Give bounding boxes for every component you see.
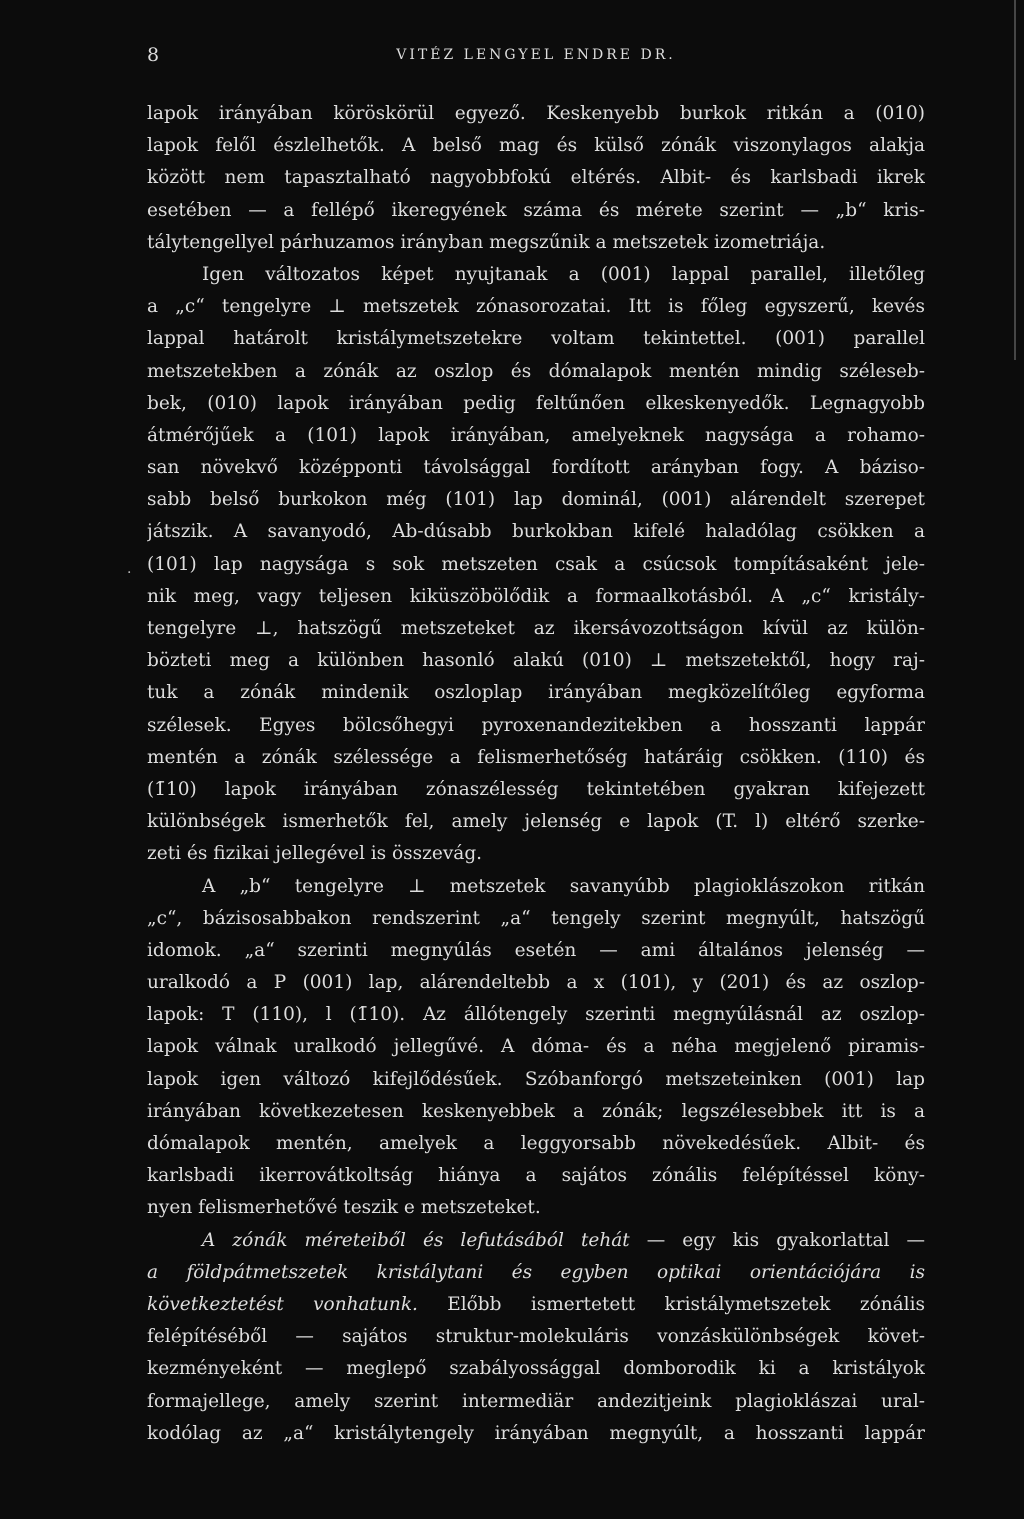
text-line: játszik. A savanyodó, Ab-dúsabb burkokban kifelé haladólag csökken a xyxy=(147,521,925,543)
page-header xyxy=(147,44,925,72)
text-line: uralkodó a P (001) lap, alárendeltebb a x (101), y (201) és az oszlop- xyxy=(147,972,925,994)
text-line: kodólag az „a“ kristálytengely irányában megnyúlt, a hosszanti lappár xyxy=(147,1422,925,1444)
text-line: mentén a zónák szélessége a felismerhetőség határáig csökken. (110) és xyxy=(147,746,925,768)
running-head: VITÉZ LENGYEL ENDRE DR. xyxy=(396,47,676,63)
text-line: tálytengellyel párhuzamos irányban megszűnik a metszetek izometriája. xyxy=(147,231,826,253)
text-line: „c“, bázisosabbakon rendszerint „a“ tengely szerint megnyúlt, hatszögű xyxy=(147,907,925,929)
text-line: lapok válnak uralkodó jellegűvé. A dóma- és a néha megjelenő piramis- xyxy=(147,1036,925,1058)
scan-edge-line xyxy=(1014,0,1016,360)
text-line: esetében — a fellépő ikeregyének száma és mérete szerint — „b“ kris- xyxy=(147,199,925,221)
text-line: bözteti meg a különben hasonló alakú (010) ⊥ metszetektől, hogy raj- xyxy=(147,650,925,672)
text-line: között nem tapasztalható nagyobbfokú eltérés. Albit- és karlsbadi ikrek xyxy=(147,167,925,189)
body-text xyxy=(147,98,925,1450)
text-line: zeti és fizikai jellegével is összevág. xyxy=(147,843,483,865)
plain-text: Előbb ismertetett kristálymetszetek zónális xyxy=(417,1293,925,1315)
text-line: bek, (010) lapok irányában pedig feltűnően elkeskenyedők. Legnagyobb xyxy=(147,392,925,414)
text-line: (1̄10) lapok irányában zónaszélesség tekintetében gyakran kifejezett xyxy=(147,778,925,800)
text-line: lapok igen változó kifejlődésűek. Szóbanforgó metszeteinken (001) lap xyxy=(147,1068,925,1090)
text-line: lapok irányában köröskörül egyező. Keskenyebb burkok ritkán a (010) xyxy=(147,103,925,124)
text-line: tengelyre ⊥, hatszögű metszeteket az ikersávozottságon kívül az külön- xyxy=(147,618,925,639)
text-line: idomok. „a“ szerinti megnyúlás esetén — ami általános jelenség — xyxy=(147,939,925,961)
text-line: (101) lap nagysága s sok metszeten csak a csúcsok tompításaként jele- xyxy=(147,553,925,575)
text-line: átmérőjűek a (101) lapok irányában, amelyeknek nagysága a rohamo- xyxy=(147,424,925,446)
italic-paragraph-line: a földpátmetszetek kristálytani és egyben optikai orientációjára is xyxy=(147,1261,925,1283)
text-line: nyen felismerhetővé teszik e metszeteket. xyxy=(147,1197,541,1219)
text-line: kezményeként — meglepő szabályossággal domborodik ki a kristályok xyxy=(147,1358,925,1380)
plain-text: — egy kis gyakorlattal — xyxy=(629,1229,925,1251)
text-line: lappal határolt kristálymetszetekre voltam tekintettel. (001) parallel xyxy=(147,328,925,350)
italic-paragraph-line xyxy=(147,1225,925,1257)
margin-mark: · xyxy=(127,565,132,581)
text-line: szélesek. Egyes bölcsőhegyi pyroxenandezitekben a hosszanti lappár xyxy=(147,714,925,736)
text-line: dómalapok mentén, amelyek a leggyorsabb növekedésűek. Albit- és xyxy=(147,1133,925,1154)
text-line: A „b“ tengelyre ⊥ metszetek savanyúbb plagioklászokon ritkán xyxy=(202,875,925,897)
text-line: metszetekben a zónák az oszlop és dómalapok mentén mindig széleseb- xyxy=(147,360,925,382)
text-line: san növekvő középponti távolsággal fordított arányban fogy. A báziso- xyxy=(147,457,925,479)
text-line: tuk a zónák mindenik oszloplap irányában megközelítőleg egyforma xyxy=(147,682,925,704)
text-line: nik meg, vagy teljesen kiküszöbölődik a formaalkotásból. A „c“ kristály- xyxy=(147,585,925,607)
page-number: 8 xyxy=(147,44,161,66)
italic-text: következtetést vonhatunk. xyxy=(147,1293,418,1315)
text-line: lapok: T (110), l (1̄10). Az állótengely szerinti megnyúlásnál az oszlop- xyxy=(147,1004,925,1026)
text-line: felépítéséből — sajátos struktur-molekuláris vonzáskülönbségek követ- xyxy=(147,1326,925,1348)
italic-text: A zónák méreteiből és lefutásából tehát xyxy=(202,1229,630,1251)
text-line: a „c“ tengelyre ⊥ metszetek zónasorozatai. Itt is főleg egyszerű, kevés xyxy=(147,296,925,318)
text-line: lapok felől észlelhetők. A belső mag és külső zónák viszonylagos alakja xyxy=(147,135,925,157)
text-line: sabb belső burkokon még (101) lap dominál, (001) alárendelt szerepet xyxy=(147,489,925,511)
text-line: karlsbadi ikerrovátkoltság hiánya a sajátos zónális felépítéssel köny- xyxy=(147,1165,925,1187)
text-line: különbségek ismerhetők fel, amely jelenség e lapok (T. l) eltérő szerke- xyxy=(147,811,925,833)
text-line: irányában következetesen keskenyebbek a zónák; legszélesebbek itt is a xyxy=(147,1100,925,1122)
italic-paragraph-line xyxy=(147,1289,925,1321)
text-line: formajellege, amely szerint intermediär andezitjeink plagioklászai ural- xyxy=(147,1390,925,1412)
text-line: Igen változatos képet nyujtanak a (001) lappal parallel, illetőleg xyxy=(202,263,925,285)
